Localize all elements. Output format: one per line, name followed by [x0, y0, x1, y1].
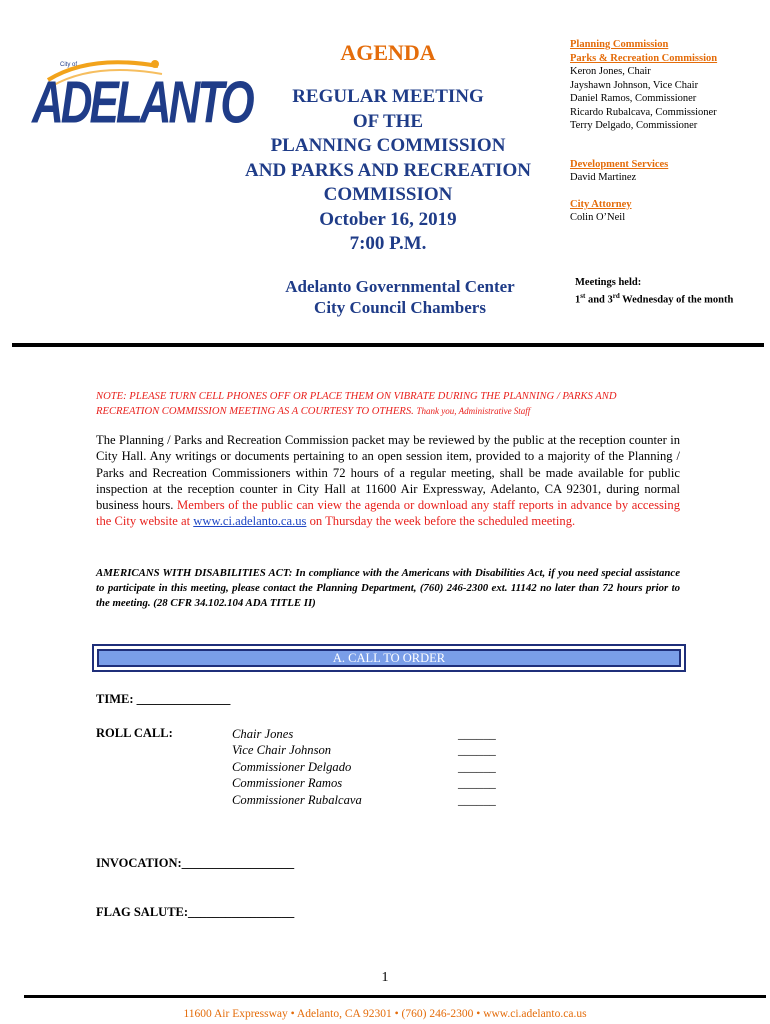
meeting-title-line: REGULAR MEETING — [292, 86, 484, 107]
roll-call-member: Vice Chair Johnson — [232, 743, 332, 758]
roll-call-member: Commissioner Rubalcava — [232, 792, 362, 807]
meeting-title-line: OF THE — [352, 110, 424, 132]
cell-phone-note — [96, 389, 680, 419]
call-to-order-banner — [92, 644, 686, 672]
logo-wordmark: ADELANTO — [32, 70, 252, 137]
footer-address: 11600 Air Expressway • Adelanto, CA 92301 • (760) 246-2300 • www.ci.adelanto.ca.us — [183, 1008, 587, 1020]
meetings-schedule: 1st and 3rd Wednesday of the month — [575, 291, 734, 305]
meeting-time: 7:00 P.M. — [349, 232, 427, 254]
footer-divider — [24, 995, 766, 998]
roster-member: Terry Delgado, Commissioner — [570, 120, 698, 131]
page-number: 1 — [381, 970, 389, 985]
roll-call-blank: ______ — [458, 776, 496, 791]
roll-call-member: Commissioner Delgado — [232, 759, 352, 774]
meeting-title-line: AND PARKS AND RECREATION — [245, 159, 531, 181]
meeting-title-line: COMMISSION — [323, 184, 453, 205]
roster-member: Ricardo Rubalcava, Commissioner — [570, 106, 717, 118]
header-divider — [12, 343, 764, 347]
roster-member: Keron Jones, Chair — [570, 66, 651, 77]
packet-online-text: Members of the public can view the agenda or download any staff reports in advance by accessing the City website at — [96, 498, 680, 529]
meeting-title-line: PLANNING COMMISSION — [270, 135, 506, 156]
time-field: TIME: _______________ — [96, 692, 231, 706]
development-services-heading: Development Services — [570, 158, 669, 170]
invocation-field: INVOCATION:__________________ — [96, 856, 295, 870]
roster-member: Daniel Ramos, Commissioner — [570, 93, 697, 104]
city-attorney-name: Colin O’Neil — [570, 212, 626, 223]
flag-salute-field: FLAG SALUTE:_________________ — [96, 905, 295, 919]
agenda-heading — [220, 38, 556, 256]
roll-call-blank: ______ — [458, 759, 496, 774]
city-attorney-heading: City Attorney — [570, 198, 632, 210]
roll-call-blank: ______ — [458, 727, 496, 741]
packet-paragraph — [96, 432, 680, 530]
meeting-date: October 16, 2019 — [319, 208, 457, 230]
city-logo — [30, 52, 252, 137]
meeting-location — [250, 276, 550, 318]
roster-member: Jayshawn Johnson, Vice Chair — [570, 79, 699, 91]
roll-call-blank: ______ — [458, 743, 496, 758]
roll-call-label: ROLL CALL: — [96, 726, 173, 740]
roll-call-blanks — [458, 726, 496, 808]
city-attorney-block — [570, 198, 770, 225]
planning-commission-heading: Planning Commission — [570, 39, 669, 50]
development-services-name: David Martinez — [570, 172, 637, 183]
location-line: City Council Chambers — [314, 298, 486, 317]
city-website-link[interactable]: www.ci.adelanto.ca.us — [193, 514, 307, 529]
roll-call-blank: ______ — [458, 792, 496, 807]
ada-notice: AMERICANS WITH DISABILITIES ACT: In compliance with the Americans with Disabilities Act, if you need special assistance to participate in this meeting, please contact the Planning Department, (760) 246-2300 ext. 11142 no later than 72 hours prior to the meeting. (28 CFR 34.102.104 ADA TITLE II) — [96, 567, 680, 609]
location-line: Adelanto Governmental Center — [285, 277, 515, 296]
packet-text: The Planning / Parks and Recreation Commission packet may be reviewed by the public at the reception counter in City Hall. Any writings or documents pertaining to an open session item, provided to a majority of the Planning / Parks and Recreation Commissioners within 72 hours of a regular meeting, shall be made available for public inspection at the reception counter in City Hall at 11600 Air Expressway, Adelanto, CA 92301, during normal business hours. — [96, 433, 680, 513]
packet-online-text-end: on Thursday the week before the scheduled meeting. — [309, 514, 576, 529]
meetings-held — [575, 276, 765, 307]
agenda-title: AGENDA — [340, 40, 436, 65]
development-services-block — [570, 158, 770, 185]
logo-city-of: City of — [60, 62, 78, 68]
note-thanks: Thank you, Administrative Staff — [416, 406, 531, 416]
meetings-held-label: Meetings held: — [575, 277, 642, 288]
call-to-order-title: A. CALL TO ORDER — [97, 649, 681, 667]
roll-call-member: Commissioner Ramos — [232, 776, 343, 791]
parks-commission-heading: Parks & Recreation Commission — [570, 52, 718, 64]
roll-call-member: Chair Jones — [232, 727, 294, 741]
roll-call-list — [232, 726, 362, 808]
note-text: NOTE: PLEASE TURN CELL PHONES OFF OR PLACE THEM ON VIBRATE DURING THE PLANNING / PARKS AND RECREATION COMMISSION MEETING AS A COURTESY TO OTHERS. — [96, 391, 617, 417]
commission-roster — [570, 38, 770, 225]
